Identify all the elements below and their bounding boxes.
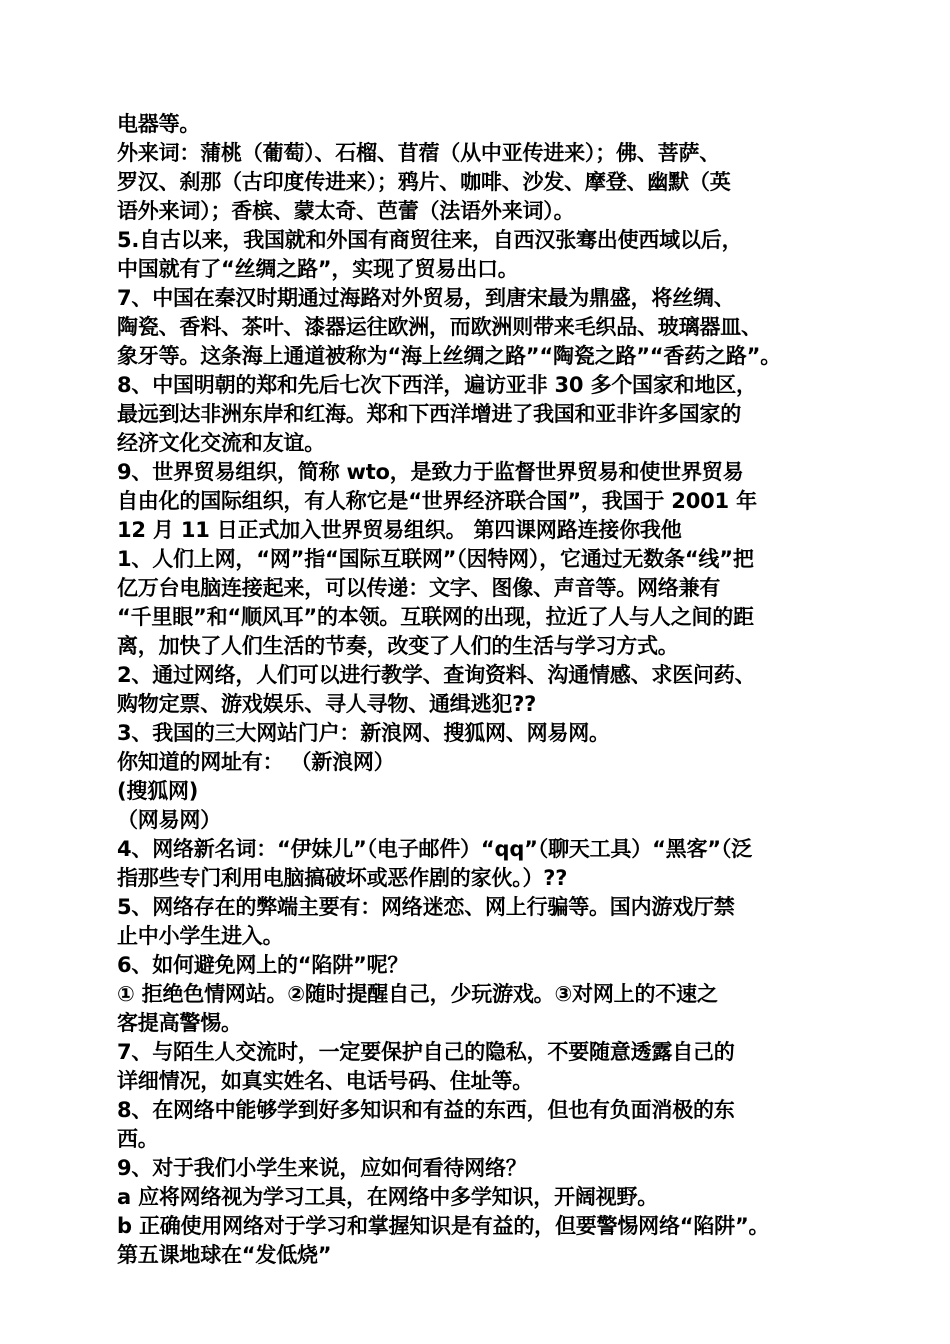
text-line: 最远到达非洲东岸和红海。郑和下西洋增进了我国和亚非许多国家的 bbox=[117, 402, 741, 426]
text-line: 西。 bbox=[117, 1127, 159, 1151]
text-line: 9、对于我们小学生来说，应如何看待网络？ bbox=[117, 1156, 527, 1180]
text-line: 自由化的国际组织，有人称它是“世界经济联合国”，我国于 2001 年 bbox=[117, 489, 757, 513]
text-line: 离，加快了人们生活的节奏，改变了人们的生活与学习方式。 bbox=[117, 634, 679, 658]
text-line: 5.自古以来，我国就和外国有商贸往来，自西汉张骞出使西域以后， bbox=[117, 228, 743, 252]
text-line: 购物定票、游戏娱乐、寻人寻物、通缉逃犯?? bbox=[117, 692, 537, 716]
text-line: 12 月 11 日正式加入世界贸易组织。 第四课网路连接你我他 bbox=[117, 518, 682, 542]
text-line: 5、网络存在的弊端主要有：网络迷恋、网上行骗等。国内游戏厅禁 bbox=[117, 895, 735, 919]
text-line: 7、中国在秦汉时期通过海路对外贸易，到唐宋最为鼎盛，将丝绸、 bbox=[117, 286, 735, 310]
text-line: 7、与陌生人交流时，一定要保护自己的隐私，不要随意透露自己的 bbox=[117, 1040, 735, 1064]
text-line: 亿万台电脑连接起来，可以传递：文字、图像、声音等。网络兼有 bbox=[117, 576, 721, 600]
text-line: 2、通过网络，人们可以进行教学、查询资料、沟通情感、求医问药、 bbox=[117, 663, 756, 687]
text-line: b 正确使用网络对于学习和掌握知识是有益的，但要警惕网络“陷阱”。 bbox=[117, 1214, 770, 1238]
text-line: 客提高警惕。 bbox=[117, 1011, 242, 1035]
text-line: 语外来词）；香槟、蒙太奇、芭蕾（法语外来词）。 bbox=[117, 199, 575, 223]
text-line: 4、网络新名词：“伊妹儿”（电子邮件）“qq”（聊天工具）“黑客”（泛 bbox=[117, 837, 752, 861]
text-line: 你知道的网址有： （新浪网） bbox=[117, 750, 395, 774]
text-line: a 应将网络视为学习工具，在网络中多学知识，开阔视野。 bbox=[117, 1185, 659, 1209]
text-line: 经济文化交流和友谊。 bbox=[117, 431, 325, 455]
text-line: ① 拒绝色情网站。②随时提醒自己，少玩游戏。③对网上的不速之 bbox=[117, 982, 718, 1006]
text-line: (搜狐网) bbox=[117, 779, 199, 803]
text-line: （网易网） bbox=[117, 808, 221, 832]
text-line: 外来词：蒲桃（葡萄）、石榴、苜蓿（从中亚传进来）；佛、菩萨、 bbox=[117, 141, 720, 165]
text-line: 第五课地球在“发低烧” bbox=[117, 1243, 332, 1267]
text-line: 象牙等。这条海上通道被称为“海上丝绸之路”“陶瓷之路”“香药之路”。 bbox=[117, 344, 782, 368]
text-line: 指那些专门利用电脑搞破坏或恶作剧的家伙。）?? bbox=[117, 866, 568, 890]
text-line: 止中小学生进入。 bbox=[117, 924, 284, 948]
text-line: 详细情况，如真实姓名、电话号码、住址等。 bbox=[117, 1069, 533, 1093]
text-line: 8、中国明朝的郑和先后七次下西洋，遍访亚非 30 多个国家和地区， bbox=[117, 373, 757, 397]
text-line: 8、在网络中能够学到好多知识和有益的东西，但也有负面消极的东 bbox=[117, 1098, 735, 1122]
text-line: 电器等。 bbox=[117, 112, 201, 136]
text-line: 中国就有了“丝绸之路”，实现了贸易出口。 bbox=[117, 257, 519, 281]
text-line: 陶瓷、香料、茶叶、漆器运往欧洲，而欧洲则带来毛织品、玻璃器皿、 bbox=[117, 315, 762, 339]
text-line: 1、人们上网，“网”指“国际互联网”（因特网），它通过无数条“线”把 bbox=[117, 547, 754, 571]
text-line: 9、世界贸易组织，简称 wto，是致力于监督世界贸易和使世界贸易 bbox=[117, 460, 744, 484]
text-line: “千里眼”和“顺风耳”的本领。互联网的出现，拉近了人与人之间的距 bbox=[117, 605, 754, 629]
text-line: 3、我国的三大网站门户：新浪网、搜狐网、网易网。 bbox=[117, 721, 610, 745]
text-line: 6、如何避免网上的“陷阱”呢？ bbox=[117, 953, 409, 977]
text-line: 罗汉、刹那（古印度传进来）；鸦片、咖啡、沙发、摩登、幽默（英 bbox=[117, 170, 731, 194]
document-body bbox=[117, 110, 847, 1270]
